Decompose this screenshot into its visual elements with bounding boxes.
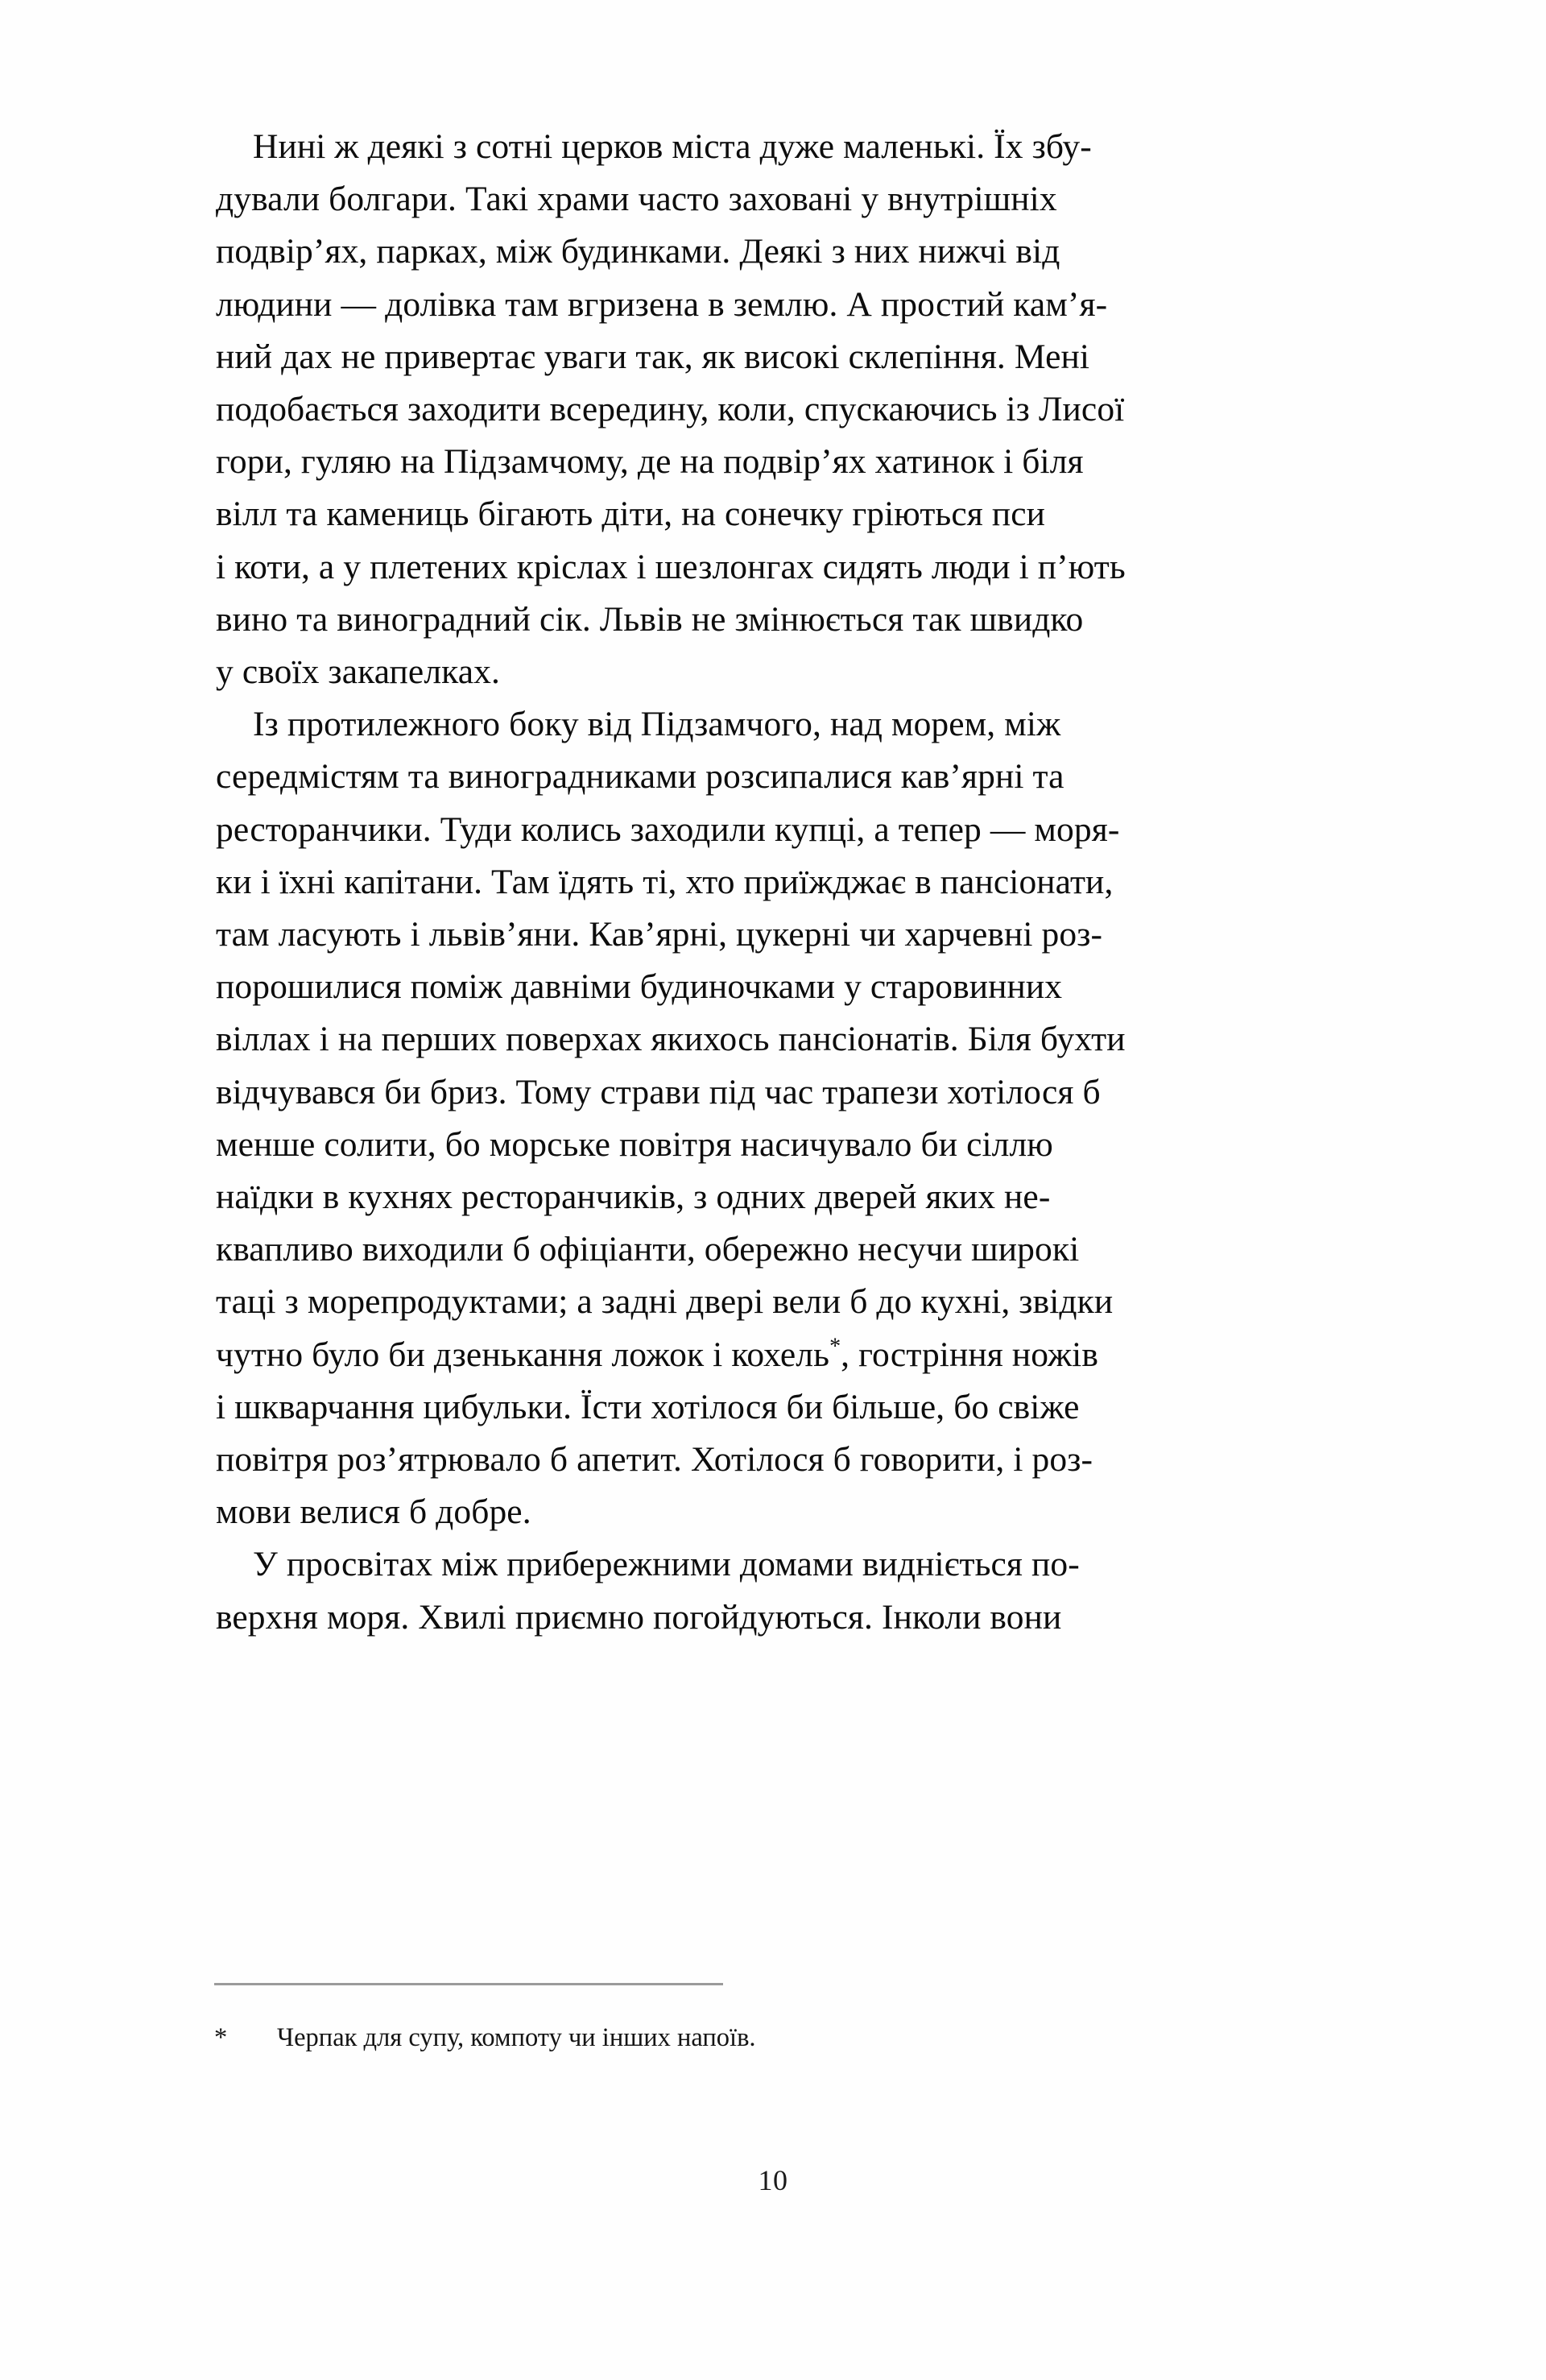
text-line-with-footnote-ref (216, 1329, 1353, 1381)
text-line: і шкварчання цибульки. Їсти хотілося би більше, бо свіже (216, 1387, 1080, 1426)
text-line: квапливо виходили б офіціанти, обережно несучи широкі (216, 1230, 1080, 1269)
text-line: вино та виноградний сік. Львів не змінюється так швидко (216, 599, 1084, 639)
text-before-footnote-ref: чутно було би дзенькання ложок і кохель (216, 1335, 830, 1374)
footnote-reference-marker[interactable]: * (829, 1334, 841, 1360)
text-line: людини — долівка там вгризена в землю. А простий кам’я- (216, 284, 1108, 324)
text-line: Із протилежного боку від Підзамчого, над морем, між (253, 705, 1061, 744)
text-line: подобається заходити всередину, коли, спускаючись із Лисої (216, 390, 1125, 429)
text-line: дували болгари. Такі храми часто заховані у внутрішніх (216, 180, 1057, 219)
footnote (214, 2020, 1353, 2055)
text-line: у своїх закапелках. (216, 652, 500, 692)
paragraph-1 (216, 121, 1353, 698)
text-after-footnote-ref: , гостріння ножів (841, 1335, 1098, 1374)
paragraph-2 (216, 698, 1353, 1538)
text-line: і коти, а у плетених кріслах і шезлонгах сидять люди і п’ють (216, 547, 1126, 586)
page-number: 10 (758, 2164, 788, 2196)
text-line: вілл та камениць бігають діти, на сонечку гріються пси (216, 495, 1046, 534)
paragraph-3 (216, 1538, 1353, 1643)
text-line: повітря роз’ятрювало б апетит. Хотілося б говорити, і роз- (216, 1440, 1093, 1480)
text-line: верхня моря. Хвилі приємно погойдуються. Інколи вони (216, 1597, 1062, 1637)
text-line: наїдки в кухнях ресторанчиків, з одних дверей яких не- (216, 1178, 1051, 1217)
text-line: ний дах не привертає уваги так, як високі склепіння. Мені (216, 337, 1090, 376)
text-line: там ласують і львів’яни. Кав’ярні, цукерні чи харчевні роз- (216, 915, 1103, 954)
text-line: менше солити, бо морське повітря насичувало би сіллю (216, 1124, 1053, 1164)
text-line: віллах і на перших поверхах якихось пансіонатів. Біля бухти (216, 1020, 1126, 1059)
text-line: У просвітах між прибережними домами видніється по- (253, 1545, 1080, 1584)
text-line: ки і їхні капітани. Там їдять ті, хто приїжджає в пансіонати, (216, 862, 1114, 901)
text-line: відчувався би бриз. Тому страви під час трапези хотілося б (216, 1072, 1101, 1111)
text-line: таці з морепродуктами; а задні двері вели б до кухні, звідки (216, 1282, 1114, 1322)
text-line: порошилися поміж давніми будиночками у старовинних (216, 967, 1063, 1007)
text-line: Нині ж деякі з сотні церков міста дуже маленькі. Їх збу- (253, 127, 1092, 166)
text-line: середмістям та виноградниками розсипалися кав’ярні та (216, 757, 1064, 797)
footnote-separator-rule (214, 1983, 723, 1985)
body-text-column (216, 121, 1353, 1644)
text-line: подвір’ях, парках, між будинками. Деякі з них нижчі від (216, 232, 1060, 271)
footnote-marker: * (214, 2023, 228, 2052)
footnote-text: Черпак для супу, компоту чи інших напоїв. (277, 2023, 756, 2052)
text-line: ресторанчики. Туди колись заходили купці, а тепер — моря- (216, 809, 1120, 849)
text-line: мови велися б добре. (216, 1492, 531, 1532)
text-line: гори, гуляю на Підзамчому, де на подвір’ях хатинок і біля (216, 442, 1084, 482)
